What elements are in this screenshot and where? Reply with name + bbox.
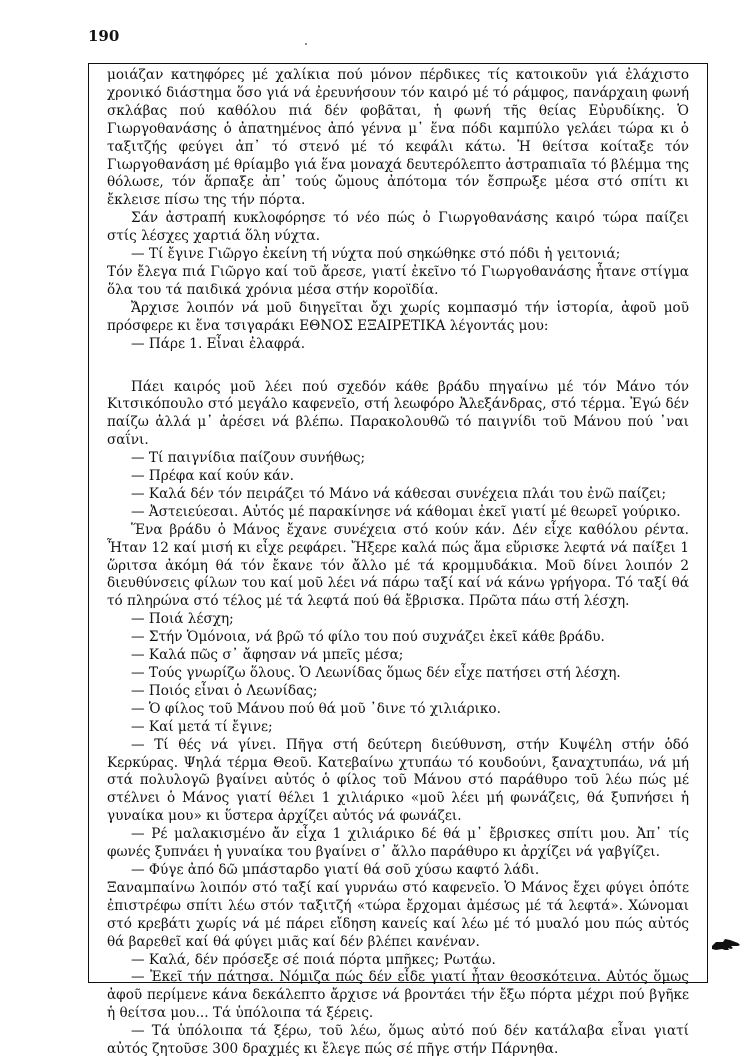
paragraph: — Τούς γνωρίζω ὅλους. Ὁ Λεωνίδας ὅμως δέν εἶχε πατήσει στή λέσχη. (131, 665, 621, 681)
paragraph: — Καλά δέν τόν πειράζει τό Μάνο νά κάθεσαι συνέχεια πλάι του ἐνῶ παίζει; (131, 485, 667, 502)
paragraph: — Στήν Ὁμόνοια, νά βρῶ τό φίλο του πού συχνάζει ἐκεῖ κάθε βράδυ. (131, 629, 605, 646)
page-number: 190 (88, 27, 120, 45)
paragraph: Ξαναμπαίνω λοιπόν στό ταξί καί γυρνάω στό καφενεῖο. Ὁ Μάνος ἔχει φύγει ὁπότε ἐπιστρέφω σπίτι λέω στόν ταξιτζή «τώρα ἔρχομαι ἀμέσως μέ τά λεφτά». Χώνομαι στό κρεβάτι χωρίς νά μέ πάρει εἴδηση κανείς καί λέω μέ τό μυαλό μου πώς αὐτός θά βαρεθεῖ καί θά φύγει μιᾶς καί δέν βλέπει κανέναν. (107, 879, 689, 950)
pointing-hand-icon (711, 937, 741, 957)
paragraph: Πάει καιρός μοῦ λέει πού σχεδόν κάθε βράδυ πηγαίνω μέ τόν Μάνο τόν Κιτσικόπουλο στό μεγάλο καφενεῖο, στή λεωφόρο Ἀλεξάνδρας, στό τέρμα. Ἐγώ δέν παίζω ἀλλά μ᾽ ἀρέσει νά βλέπω. Παρακολουθῶ τό παιγνίδι τοῦ Μάνου πού ᾽ναι σαΐνι. (107, 378, 689, 449)
paragraph: — Καί μετά τί ἔγινε; (131, 718, 273, 735)
paragraph: Ἕνα βράδυ ὁ Μάνος ἔχανε συνέχεια στό κούν κάν. Δέν εἶχε καθόλου ρέντα. Ἦταν 12 καί μισή κι εἶχε ρεφάρει. Ἤξερε καλά πώς ἅμα εὕρισκε λεφτά νά παίξει 1 ὥριτσα ἀκόμη θά τόν ἔκανε τόν ἄλλο μέ τά κρομμυδάκια. Μοῦ δίνει λοιπόν 2 διευθύνσεις φίλων του καί μοῦ λέει νά πάρω ταξί καί νά κάνω γρήγορα. Τό ταξί θά τό πληρώνα στό τέλος μέ τά λεφτά πού θά ἔβρισκα. Πρῶτα πάω στή λέσχη. (107, 521, 689, 610)
paragraph: — Ἀστειεύεσαι. Αὐτός μέ παρακίνησε νά κάθομαι ἐκεῖ γιατί μέ θεωρεῖ γούρικο. (131, 503, 681, 520)
paragraph: — Πάρε 1. Εἶναι ἐλαφρά. (131, 335, 306, 352)
paragraph: — Τί θές νά γίνει. Πῆγα στή δεύτερη διεύθυνση, στήν Κυψέλη στήν ὁδό Κερκύρας. Ψηλά τέρμα Θεοῦ. Κατεβαίνω χτυπάω τό κουδούνι, ξαναχτυπάω, νά μή στά πολυλογῶ βγαίνει αὐτός ὁ φίλος τοῦ Μάνου στό παράθυρο τοῦ λέω πώς μέ στέλνει ὁ Μάνος γιατί θέλει 1 χιλιάρικο «μοῦ λέει μή φωνάζεις, θά ξυπνήσει ἡ γυναίκα μου» κι ὕστερα ἀρχίζει αὐτός νά φωνάζει. (107, 736, 689, 825)
paragraph: — Ποιά λέσχη; (131, 611, 234, 628)
text-body (107, 67, 689, 1059)
paragraph: — Τί ἔγινε Γιῶργο ἐκείνη τή νύχτα πού σηκώθηκε στό πόδι ἡ γειτονιά; (131, 246, 621, 263)
paragraph: — Καλά, δέν πρόσεξε σέ ποιά πόρτα μπῆκες; Ρωτάω. (131, 951, 496, 968)
paragraph: Σάν ἀστραπή κυκλοφόρησε τό νέο πώς ὁ Γιωργοθανάσης καιρό τώρα παίζει στίς λέσχες χαρτιά ὅλη νύχτα. (107, 210, 689, 245)
paragraph: — Ὁ φίλος τοῦ Μάνου πού θά μοῦ ᾽δινε τό χιλιάρικο. (131, 700, 501, 717)
paragraph: — Τά ὑπόλοιπα τά ξέρω, τοῦ λέω, ὅμως αὐτό πού δέν κατάλαβα εἶναι γιατί αὐτός ζητοῦσε 300 δραχμές κι ἔλεγε πώς σέ πῆγε στήν Πάρνηθα. (107, 1023, 689, 1058)
paragraph: — Ρέ μαλακισμένο ἄν εἶχα 1 χιλιάρικο δέ θά μ᾽ ἔβρισκες σπίτι μου. Ἀπ᾽ τίς φωνές ξυπνάει ἡ γυναίκα του βγαίνει σ᾽ ἄλλο παράθυρο κι ἀρχίζει νά γαβγίζει. (107, 826, 689, 861)
paragraph: — Ποιός εἶναι ὁ Λεωνίδας; (131, 682, 318, 699)
paragraph: — Ἐκεῖ τήν πάτησα. Νόμιζα πώς δέν εἶδε γιατί ἦταν θεοσκότεινα. Αὐτός ὅμως ἀφοῦ περίμενε κάνα δεκάλεπτο ἄρχισε νά βροντάει τήν ἔξω πόρτα μέχρι πού βγῆκε ἡ θείτσα μου... Τά ὑπόλοιπα τά ξέρεις. (107, 969, 689, 1022)
paragraph: — Τί παιγνίδια παίζουν συνήθως; (131, 450, 366, 467)
paragraph: — Καλά πῶς σ᾽ ἄφησαν νά μπεῖς μέσα; (131, 647, 404, 664)
paragraph: Ἄρχισε λοιπόν νά μοῦ διηγεῖται ὄχι χωρίς κομπασμό τήν ἱστορία, ἀφοῦ μοῦ πρόσφερε κι ἕνα τσιγαράκι ΕΘΝΟΣ ΕΞΑΙΡΕΤΙΚΑ λέγοντάς μου: (107, 299, 689, 334)
paragraph: Τόν ἔλεγα πιά Γιῶργο καί τοῦ ἄρεσε, γιατί ἐκεῖνο τό Γιωργοθανάσης ἦτανε στίγμα ὅλα του τά παιδικά χρόνια μέσα στήν κοροϊδία. (107, 263, 689, 298)
paragraph: — Πρέφα καί κούν κάν. (131, 468, 294, 485)
speck-mark (305, 43, 307, 45)
paragraph: μοιάζαν κατηφόρες μέ χαλίκια πού μόνον πέρδικες τίς κατοικοῦν γιά ἐλάχιστο χρονικό διάστημα ὅσο γιά νά ἐρευνήσουν τόν καιρό μέ τό ράμφος, πανάρχαιη φωνή σκλάβας πού καθόλου πιά δέν φοβᾶται, ἡ φωνή τῆς θείας Εὐρυδίκης. Ὁ Γιωργοθανάσης ὁ ἀπατημένος ἀπό γέννα μ᾽ ἕνα πόδι καμπύλο γελάει τώρα κι ὁ ταξιτζής φεύγει ἀπ᾽ τό στενό μέ τό κεφάλι κάτω. Ἡ θείτσα κοίταξε τόν Γιωργοθανάση μέ θρίαμβο γιά ἕνα μοναχά δευτερόλεπτο ἀστραπιαῖα τό βλέμμα της θόλωσε, τόν ἅρπαξε ἀπ᾽ τούς ὤμους ἀπότομα τόν ἔσπρωξε μέσα στό σπίτι κι ἔκλεισε πίσω της τήν πόρτα. (107, 67, 689, 209)
paragraph: — Φύγε ἀπό δῶ μπάσταρδο γιατί θά σοῦ χύσω καφτό λάδι. (131, 861, 540, 878)
